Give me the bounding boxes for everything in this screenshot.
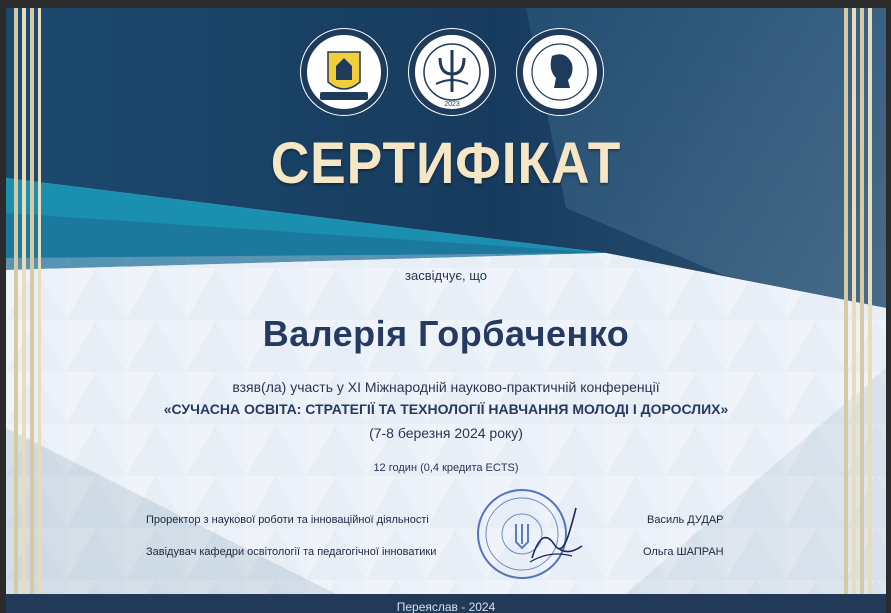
left-decorative-stripes — [12, 8, 52, 613]
conference-title: «СУЧАСНА ОСВІТА: СТРАТЕГІЇ ТА ТЕХНОЛОГІЇ НАВЧАННЯ МОЛОДІ І ДОРОСЛИХ» — [163, 401, 729, 417]
footer-bar — [6, 594, 886, 613]
faculty-emblem-year: 2023 — [444, 101, 460, 108]
official-stamp-and-signature — [472, 486, 602, 586]
ects-hours: 12 годин (0,4 кредита ECTS) — [373, 462, 519, 474]
recipient-name: Валерія Горбаченко — [262, 313, 630, 354]
department-emblem-logo — [514, 26, 606, 118]
certificate — [6, 8, 886, 613]
signatory-2-role: Завідувач кафедри освітології та педагогічної інноватики — [146, 546, 437, 558]
signatory-2-name: Ольга ШАПРАН — [643, 546, 724, 558]
logo-row — [298, 26, 608, 126]
certificate-title: СЕРТИФІКАТ — [270, 131, 622, 196]
right-decorative-stripes — [842, 8, 882, 613]
footer-place-year: Переяслав - 2024 — [396, 600, 496, 613]
faculty-emblem-logo — [406, 26, 498, 118]
participation-text: взяв(ла) участь у ХІ Міжнародній науково-практичній конференції — [232, 379, 660, 395]
signatory-1-role: Проректор з наукової роботи та інноваційної діяльності — [146, 514, 429, 526]
signatory-1-name: Василь ДУДАР — [647, 514, 724, 526]
university-crest-logo — [298, 26, 390, 118]
certifies-text: засвідчує, що — [405, 268, 487, 283]
conference-dates: (7-8 березня 2024 року) — [369, 425, 523, 441]
